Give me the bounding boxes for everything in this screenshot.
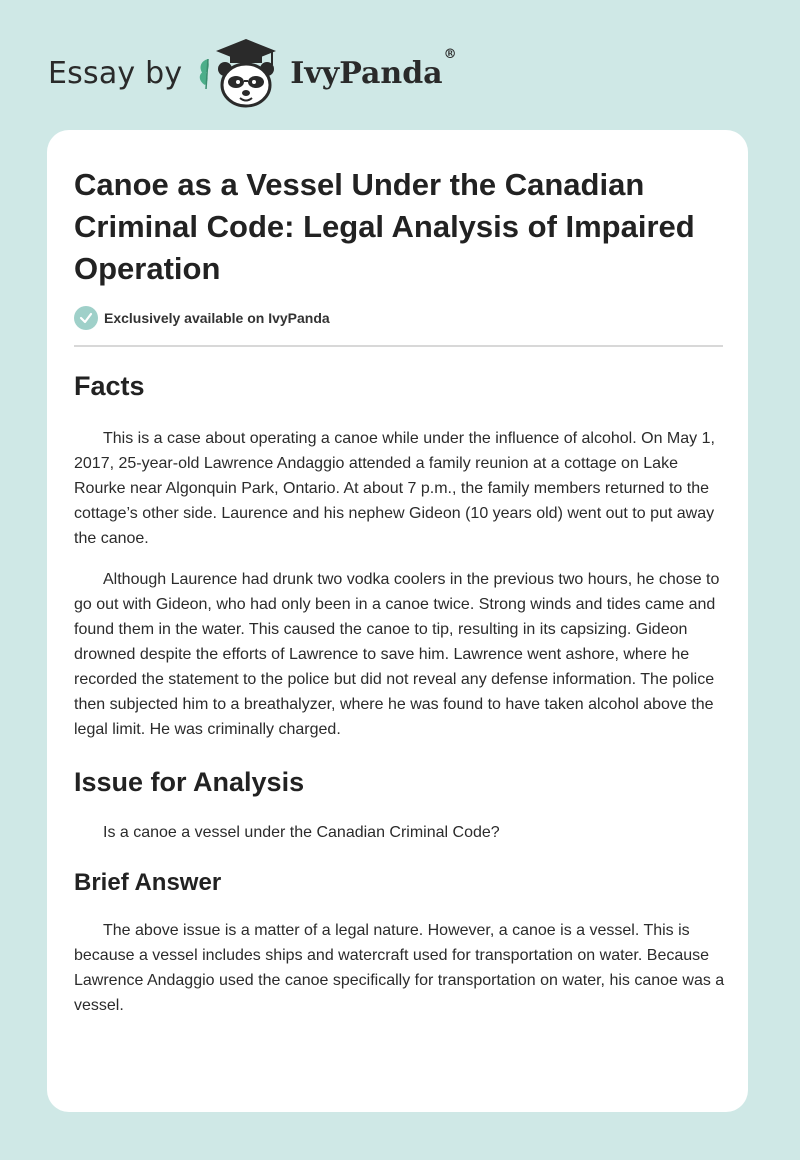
registered-mark: ® (443, 46, 457, 62)
brand-text: IvyPanda (290, 55, 443, 91)
section-heading-brief-answer: Brief Answer (74, 869, 222, 896)
section-heading-issue: Issue for Analysis (74, 767, 305, 797)
essay-title: Canoe as a Vessel Under the Canadian Criminal Code: Legal Analysis of Impaired Operation (74, 167, 695, 286)
essay-by-label: Essay by (48, 55, 183, 91)
section-heading-facts: Facts (74, 371, 145, 401)
title-divider (74, 345, 723, 347)
check-circle-icon (74, 306, 98, 330)
facts-paragraph-1: This is a case about operating a canoe while under the influence of alcohol. On May 1, 2017, 25-year-old Lawrence Andaggio attended a family reunion at a cottage on Lake Rourke near Algonquin Park, Ontario. At about 7 p.m., the family members returned to the cottage’s other side. Laurence and his nephew Gideon (10 years old) went out to put away the canoe. (74, 430, 715, 547)
brand-name (290, 46, 457, 91)
issue-paragraph: Is a canoe a vessel under the Canadian Criminal Code? (103, 824, 500, 841)
essay-card (47, 130, 748, 1112)
essay-body (74, 366, 726, 1018)
exclusive-badge-label: Exclusively available on IvyPanda (104, 310, 330, 326)
site-header (48, 38, 457, 108)
facts-paragraph-2: Although Laurence had drunk two vodka coolers in the previous two hours, he chose to go out with Gideon, who had only been in a canoe twice. Strong winds and tides came and found them in the water. This caused the canoe to tip, resulting in its capsizing. Gideon drowned despite the efforts of Lawrence to save him. Lawrence went ashore, where he recorded the statement to the police but did not reveal any defense information. The police then subjected him to a breathalyzer, where he was found to have taken alcohol above the legal limit. He was criminally charged. (74, 571, 720, 738)
panda-logo-icon[interactable] (196, 37, 286, 109)
exclusive-badge (74, 306, 330, 330)
brief-answer-paragraph: The above issue is a matter of a legal nature. However, a canoe is a vessel. This is because a vessel includes ships and watercraft used for transportation on water. Because Lawrence Andaggio used the canoe specifically for transportation on water, his canoe was a vessel. (74, 922, 725, 1014)
